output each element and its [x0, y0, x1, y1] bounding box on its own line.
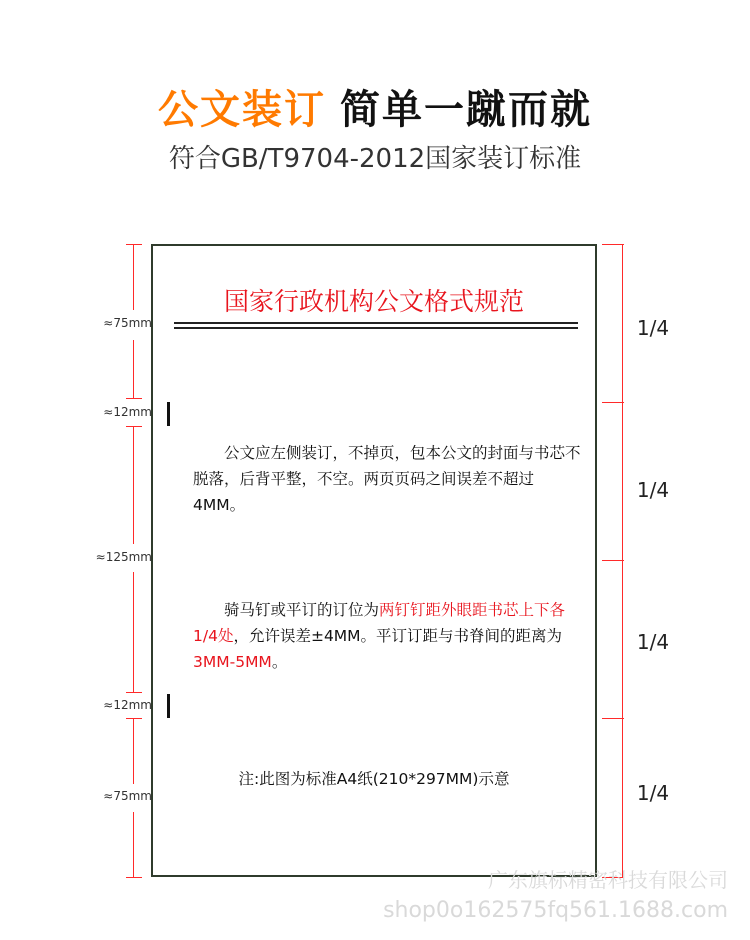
left-dimension-line-seg5 — [133, 718, 134, 784]
dimension-label-bottom-margin: ≈75mm — [103, 789, 152, 803]
quarter-label-1: 1/4 — [636, 316, 670, 340]
para2-text-3: 。 — [271, 653, 288, 671]
dimension-label-top-gap: ≈12mm — [103, 405, 152, 419]
binding-rule-paragraph: 公文应左侧装订，不掉页，包本公文的封面与书芯不脱落，后背平整，不空。两页页码之间误差不超过4MM。 — [193, 444, 581, 514]
dimension-label-top-margin: ≈75mm — [103, 316, 152, 330]
watermark-company: 广东旗标精密科技有限公司 — [488, 868, 728, 892]
document-title: 国家行政机构公文格式规范 — [223, 287, 524, 316]
quarter-label-4: 1/4 — [636, 781, 670, 805]
para2-text-2: ，允许误差±4MM。平订订距与书脊间的距离为 — [233, 627, 563, 645]
staple-marker-top — [167, 402, 170, 426]
para2-text-1: 骑马钉或平订的订位为 — [224, 601, 380, 619]
right-tick — [602, 718, 624, 719]
left-tick — [126, 877, 142, 878]
right-tick — [602, 244, 624, 245]
para2-highlight-1: 两钉钉距外眼距书芯上下各1/4处 — [193, 601, 566, 645]
left-dimension-line-seg2 — [133, 340, 134, 398]
left-tick — [126, 398, 142, 399]
watermark-url: shop0o162575fq561.1688.com — [383, 898, 728, 923]
quarter-label-2: 1/4 — [636, 478, 670, 502]
left-dimension-line-seg4 — [133, 572, 134, 692]
left-dimension-line-seg6 — [133, 812, 134, 878]
title-rule-bottom — [174, 327, 578, 329]
dimension-label-middle: ≈125mm — [95, 550, 152, 564]
para2-highlight-2: 3MM-5MM — [193, 653, 272, 671]
subheadline: 符合GB/T9704-2012国家装订标准 — [168, 144, 582, 174]
left-tick — [126, 718, 142, 719]
a4-note: 注:此图为标准A4纸(210*297MM)示意 — [238, 770, 510, 788]
right-tick — [602, 402, 624, 403]
left-tick — [126, 244, 142, 245]
title-rule-top — [174, 322, 578, 324]
staple-marker-bottom — [167, 694, 170, 718]
dimension-label-bottom-gap: ≈12mm — [103, 698, 152, 712]
headline-rest: 简单一蹴而就 — [340, 87, 592, 133]
quarter-label-3: 1/4 — [636, 630, 670, 654]
headline-highlight: 公文装订 — [158, 87, 326, 133]
headline — [0, 78, 750, 135]
left-dimension-line-seg1 — [133, 244, 134, 310]
left-dimension-line-seg3 — [133, 426, 134, 544]
left-tick — [126, 692, 142, 693]
left-tick — [126, 426, 142, 427]
stitch-position-paragraph — [193, 597, 583, 675]
right-quarter-line — [622, 244, 623, 878]
right-tick — [602, 560, 624, 561]
